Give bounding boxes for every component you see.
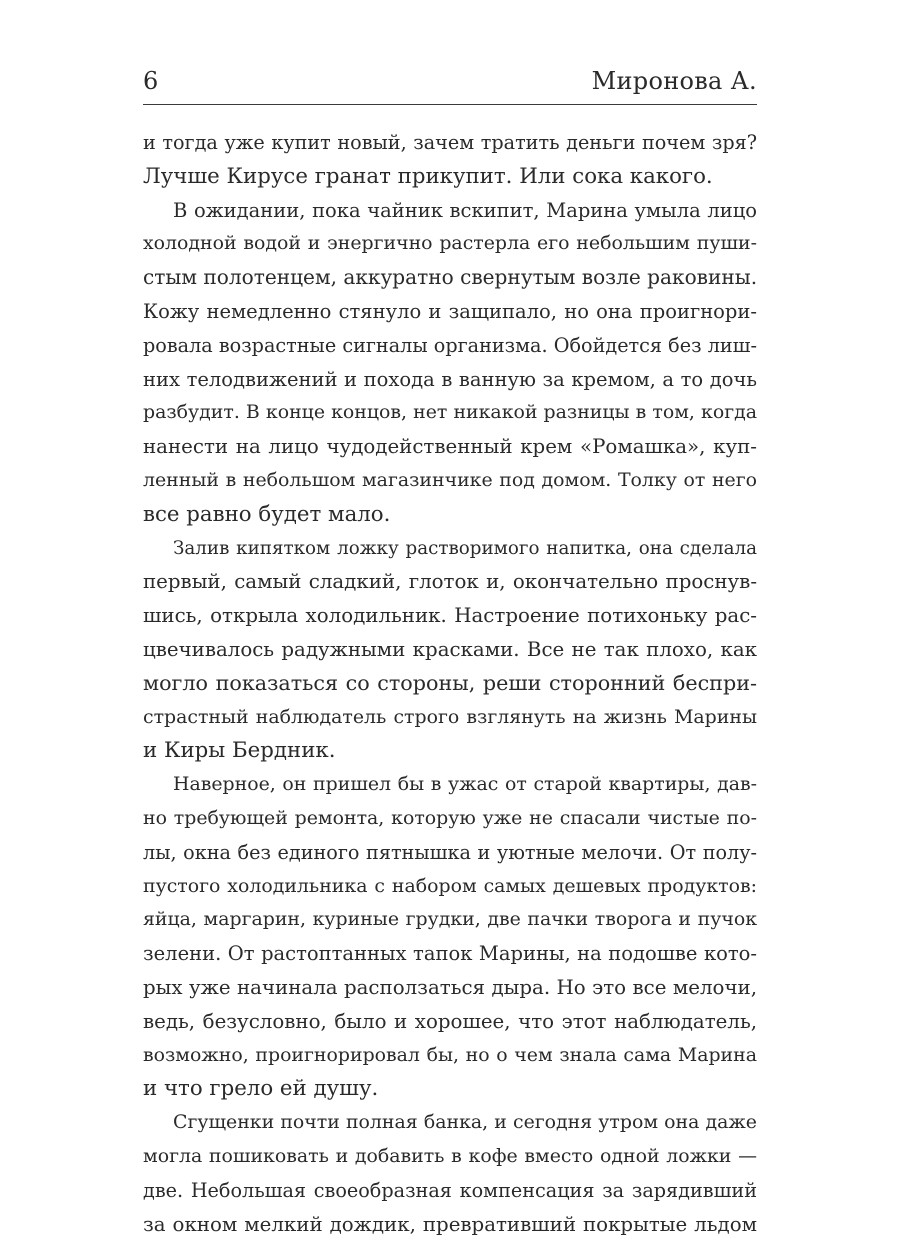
text-line: страстный наблюдатель строго взглянуть на жизнь Марины — [143, 701, 757, 735]
text-line: цвечивалось радужными красками. Все не так плохо, как — [143, 633, 757, 667]
text-line: и Киры Бердник. — [143, 734, 757, 768]
page-number: 6 — [143, 66, 158, 96]
text-line: нанести на лицо чудодейственный крем «Ромашка», куп- — [143, 430, 757, 464]
text-line: них телодвижений и похода в ванную за кремом, а то дочь — [143, 363, 757, 397]
text-line: ровала возрастные сигналы организма. Обойдется без лиш- — [143, 329, 757, 363]
text-line: ленный в небольшом магазинчике под домом. Толку от него — [143, 464, 757, 498]
text-line: Наверное, он пришел бы в ужас от старой квартиры, дав- — [143, 768, 757, 802]
text-line: Залив кипятком ложку растворимого напитка, она сделала — [143, 532, 757, 566]
text-line: могла пошиковать и добавить в кофе вместо одной ложки — — [143, 1140, 757, 1174]
text-line: но требующей ремонта, которую уже не спасали чистые по- — [143, 802, 757, 836]
running-header — [143, 66, 757, 105]
text-line: возможно, проигнорировал бы, но о чем знала сама Марина — [143, 1039, 757, 1073]
text-line: зелени. От растоптанных тапок Марины, на подошве кото- — [143, 937, 757, 971]
text-line: пустого холодильника с набором самых дешевых продуктов: — [143, 870, 757, 904]
text-line: первый, самый сладкий, глоток и, окончательно проснув- — [143, 565, 757, 599]
text-line: разбудит. В конце концов, нет никакой разницы в том, когда — [143, 396, 757, 430]
text-line: стым полотенцем, аккуратно свернутым возле раковины. — [143, 261, 757, 295]
text-line: все равно будет мало. — [143, 498, 757, 532]
text-line: рых уже начинала расползаться дыра. Но это все мелочи, — [143, 971, 757, 1005]
text-line: Сгущенки почти полная банка, и сегодня утром она даже — [143, 1106, 757, 1140]
text-line: лы, окна без единого пятнышка и уютные мелочи. От полу- — [143, 836, 757, 870]
text-line: Лучше Кирусе гранат прикупит. Или сока какого. — [143, 160, 757, 194]
text-line: и что грело ей душу. — [143, 1072, 757, 1106]
text-line: шись, открыла холодильник. Настроение потихоньку рас- — [143, 599, 757, 633]
text-line: могло показаться со стороны, реши сторонний беспри- — [143, 667, 757, 701]
text-line: холодной водой и энергично растерла его небольшим пуши- — [143, 227, 757, 261]
body-text — [143, 126, 757, 1241]
text-line: В ожидании, пока чайник вскипит, Марина умыла лицо — [143, 194, 757, 228]
text-line: яйца, маргарин, куриные грудки, две пачки творога и пучок — [143, 903, 757, 937]
text-line: Кожу немедленно стянуло и защипало, но она проигнори- — [143, 295, 757, 329]
text-line: две. Небольшая своеобразная компенсация за зарядивший — [143, 1174, 757, 1208]
text-line: за окном мелкий дождик, превративший покрытые льдом — [143, 1208, 757, 1241]
text-line: ведь, безусловно, было и хорошее, что этот наблюдатель, — [143, 1005, 757, 1039]
running-title: Миронова А. — [592, 66, 757, 96]
text-line: и тогда уже купит новый, зачем тратить деньги почем зря? — [143, 126, 757, 160]
